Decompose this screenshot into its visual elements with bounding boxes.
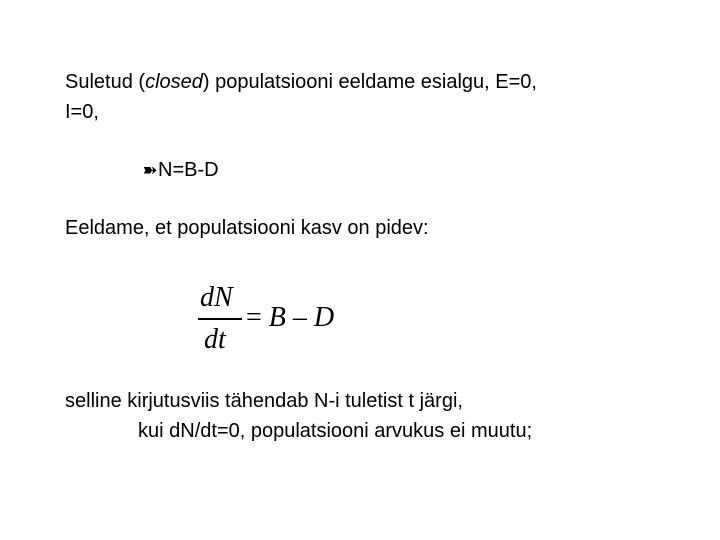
formula-b: B — [268, 302, 286, 333]
arrow-bullet-icon: ➽ — [142, 160, 158, 181]
assumption-line: Eeldame, et populatsiooni kasv on pidev: — [65, 217, 429, 239]
formula-right-side — [246, 302, 334, 334]
formula-equals: = — [246, 302, 262, 333]
explanation-continuation: kui dN/dt=0, populatsiooni arvukus ei muutu; — [138, 420, 533, 442]
formula-denominator: dt — [204, 324, 226, 355]
intro-line — [65, 70, 537, 94]
formula-minus: – — [292, 302, 307, 333]
intro-text-italic: closed — [145, 71, 203, 93]
formula-d: D — [313, 302, 335, 333]
formula-numerator: dN — [200, 282, 233, 313]
derivative-formula — [198, 282, 358, 362]
intro-text-start: Suletud ( — [65, 71, 146, 93]
intro-continuation: I=0, — [65, 101, 99, 123]
bullet-line — [142, 158, 219, 183]
bullet-text: N=B-D — [158, 159, 219, 181]
explanation-line: selline kirjutusviis tähendab N-i tuletist t järgi, — [65, 390, 463, 412]
fraction-bar — [198, 318, 242, 320]
intro-text-end: ) populatsiooni eeldame esialgu, E=0, — [202, 71, 537, 93]
